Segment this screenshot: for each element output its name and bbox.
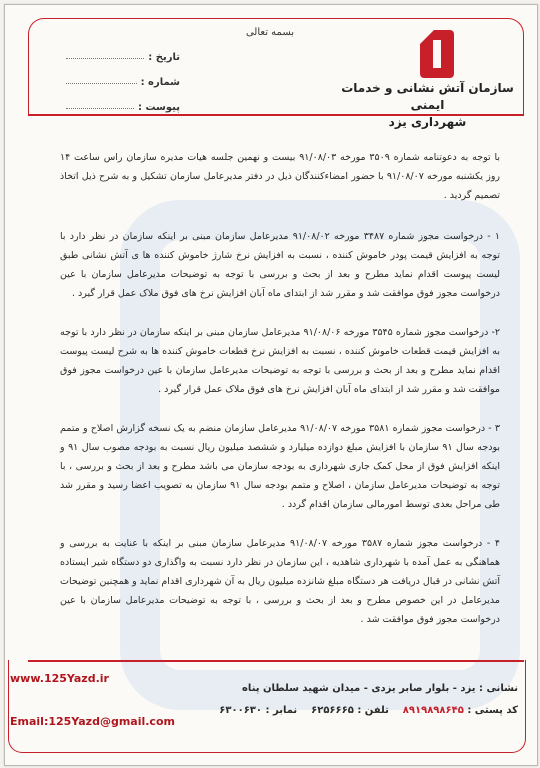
phone-number: ۶۲۵۶۶۶۵ bbox=[311, 705, 354, 716]
fax-label: نمابر : bbox=[265, 705, 298, 716]
number-label: شماره : bbox=[140, 77, 180, 88]
website-link[interactable]: www.125Yazd.ir bbox=[10, 672, 109, 685]
organization-name bbox=[340, 80, 515, 131]
resolution-4: ۴ - درخواست مجوز شماره ۳۵۸۷ مورخه ۹۱/۰۸/۰۷ مدیرعامل سازمان مبنی بر اینکه با عنایت به بررسی و هماهنگی به عمل آمده با شهرداری شاهدیه ، این سازمان در نظر دارد نسبت به واگذاری دو دستگاه شیر ایستاده آتش نشانی در قبال دریافت هر دستگاه مبلغ شانزده میلیون ریال به آن شهرداری اقدام نماید و همچنین توضیحات مدیرعامل در این خصوص مطرح و بعد از بحث و بررسی ، با توجه به توضیحات مدیرعامل سازمان با عین درخواست مجوز فوق موافقت شد . bbox=[60, 538, 501, 625]
address-line: نشانی : یزد - بلوار صابر یزدی - میدان شهید سلطان پناه bbox=[242, 683, 518, 694]
org-name-line2: شهرداری یزد bbox=[388, 115, 467, 129]
postal-code: ۸۹۱۹۸۹۸۶۴۵ bbox=[402, 705, 464, 716]
postal-label: کد پستی : bbox=[467, 705, 518, 716]
email-link[interactable]: Email:125Yazd@gmail.com bbox=[10, 715, 175, 728]
resolution-2: ۲- درخواست مجوز شماره ۳۵۴۵ مورخه ۹۱/۰۸/۰۶ مدیرعامل سازمان مبنی بر اینکه سازمان در نظر دارد با توجه به افزایش قیمت قطعات خاموش کننده ، نسبت به افزایش نرخ قطعات خاموش کننده ها به شرح لیست پیوست اقدام نماید مطرح و بعد از بحث و بررسی با توجه به توضیحات مدیرعامل سازمان با عین درخواست مجوز فوق موافقت شد و مقرر شد از ابتدای ماه آبان افزایش نرخ های فوق ملاک عمل قرار گیرد . bbox=[60, 327, 501, 395]
attachment-field bbox=[66, 88, 180, 113]
phone-label: تلفن : bbox=[357, 705, 389, 716]
fire-service-logo-icon bbox=[420, 30, 454, 78]
attachment-label: پیوست : bbox=[137, 102, 180, 113]
intro-paragraph: با توجه به دعوتنامه شماره ۳۵۰۹ مورخه ۹۱/۰۸/۰۳ بیست و نهمین جلسه هیات مدیره سازمان راس ساعت ۱۴ روز یکشنبه مورخه ۹۱/۰۸/۰۷ با حضور امضاءکنندگان ذیل در دفتر مدیرعامل سازمان تشکیل و به شرح ذیل اتخاذ تصمیم گردید . bbox=[60, 152, 501, 201]
date-field bbox=[66, 38, 180, 63]
postal-phone-line bbox=[200, 700, 518, 722]
date-label: تاریخ : bbox=[148, 52, 180, 63]
resolution-3: ۳ - درخواست مجوز شماره ۳۵۸۱ مورخه ۹۱/۰۸/۰۷ مدیرعامل سازمان منضم به یک نسخه گزارش اصلاح و متمم بودجه سال ۹۱ سازمان با افزایش مبلغ دوازده میلیارد و ششصد میلیون ریال نسبت به بودجه مصوب سال ۹۱ و اینکه افزایش فوق از محل کمک جاری شهرداری به بودجه سازمان می باشد مطرح و بعد از بحث و بررسی ، با توجه به توضیحات مدیرعامل سازمان ، اصلاح و متمم بودجه سال ۹۱ سازمان به تصویب اعضا رسید و مقرر شد طی مراحل بعدی توسط امورمالی سازمان اقدام گردد . bbox=[60, 423, 501, 510]
letter-body bbox=[60, 148, 500, 649]
org-name-line1: سازمان آتش نشانی و خدمات ایمنی bbox=[341, 81, 514, 112]
contact-info bbox=[200, 678, 518, 722]
resolution-1: ۱ - درخواست مجوز شماره ۳۴۸۷ مورخه ۹۱/۰۸/۰۲ مدیرعامل سازمان مبنی بر اینکه سازمان در نظر دارد با توجه به افزایش قیمت پودر خاموش کننده ، نسبت به افزایش نرخ شارژ خاموش کننده ها ی آتش نشانی طبق لیست پیوست اقدام نماید مطرح و بعد از بحث و بررسی با توجه به توضیحات مدیرعامل سازمان با عین درخواست مجوز فوق موافقت شد و مقرر شد از ابتدای ماه آبان افزایش نرخ های فوق ملاک عمل قرار گیرد . bbox=[60, 231, 501, 299]
letter-meta-fields bbox=[66, 38, 180, 113]
fax-number: ۶۳۰۰۶۳۰ bbox=[219, 705, 263, 716]
bismillah: بسمه تعالی bbox=[245, 27, 295, 38]
number-field bbox=[66, 63, 180, 88]
